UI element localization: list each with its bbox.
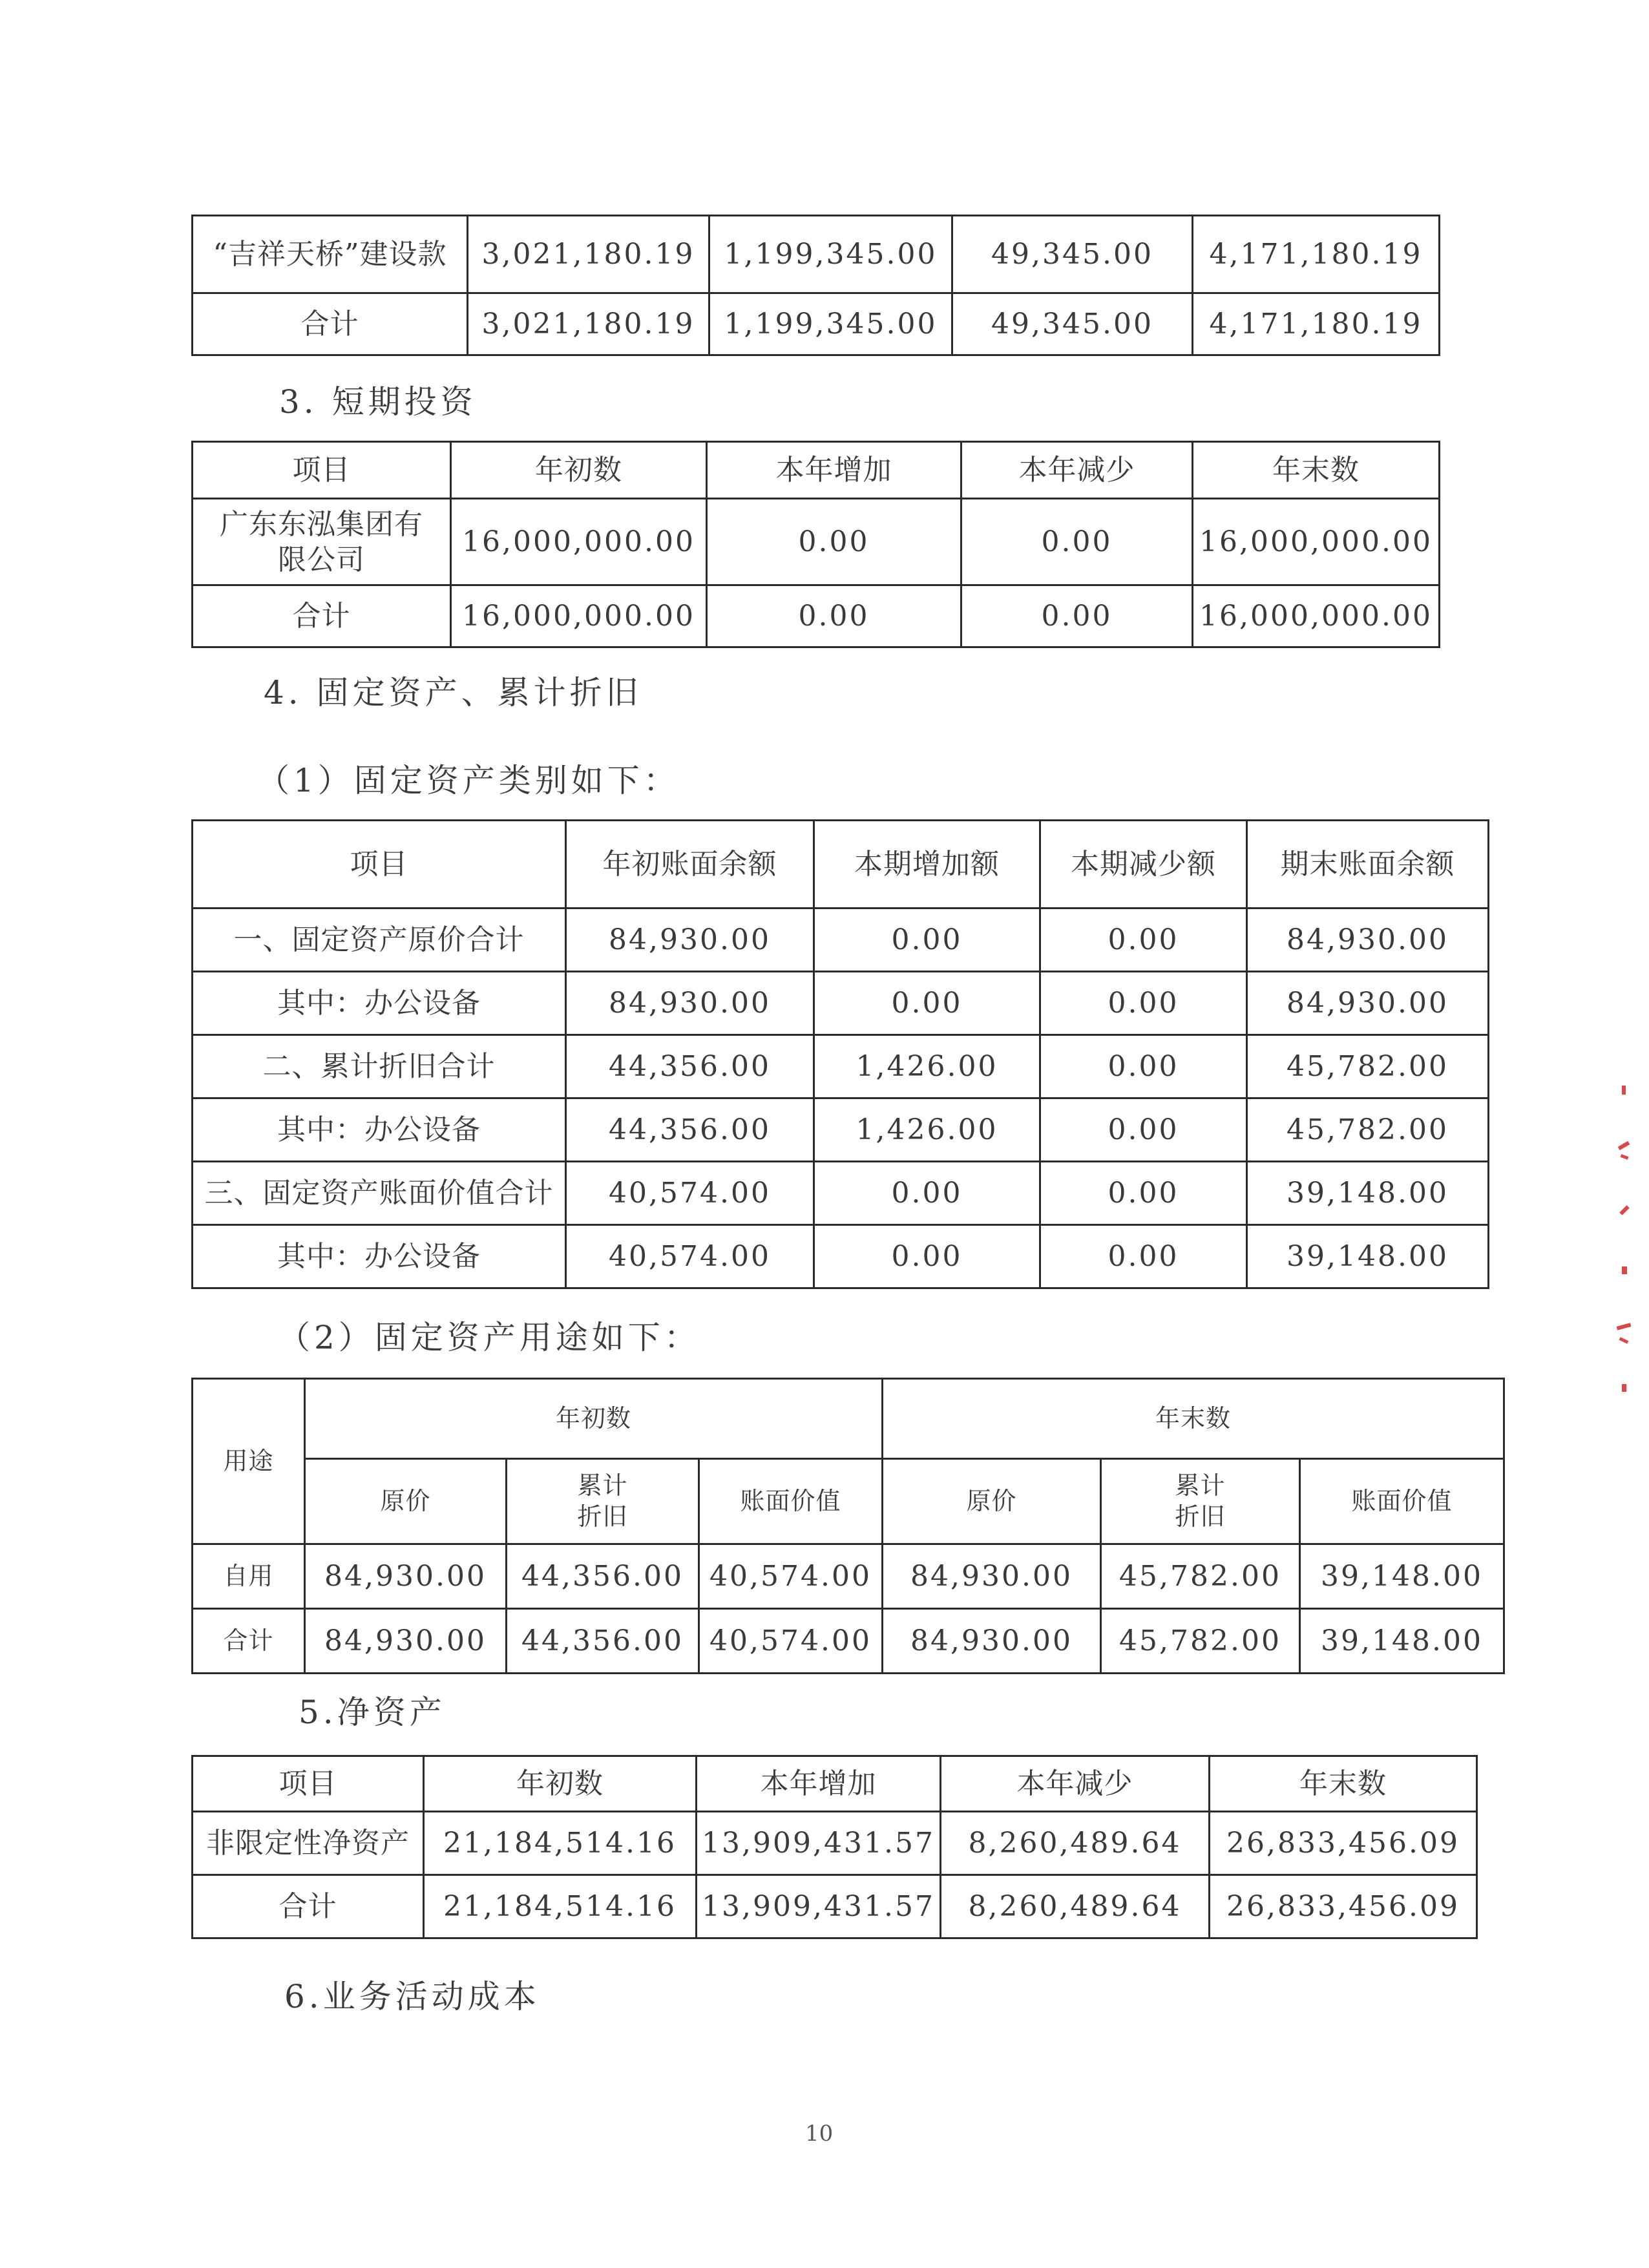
value-cell: 0.00 bbox=[707, 499, 961, 585]
header-cell bbox=[507, 1459, 699, 1544]
header-cell: 本年增加 bbox=[707, 442, 961, 499]
header-line: 累计 bbox=[1175, 1471, 1226, 1500]
value-cell: 16,000,000.00 bbox=[451, 499, 707, 585]
value-cell: 45,782.00 bbox=[1247, 1098, 1489, 1162]
value-cell: 40,574.00 bbox=[566, 1162, 814, 1225]
header-cell: 期末账面余额 bbox=[1247, 821, 1489, 908]
header-line: 累计 bbox=[577, 1471, 628, 1500]
stamp-mark bbox=[1622, 1266, 1627, 1274]
stamp-mark bbox=[1622, 1384, 1626, 1392]
value-cell: 26,833,456.09 bbox=[1210, 1812, 1477, 1875]
header-cell: 项目 bbox=[193, 1756, 424, 1812]
section-heading-net-assets: 5.净资产 bbox=[299, 1694, 446, 1731]
value-cell: 84,930.00 bbox=[566, 972, 814, 1035]
value-cell: 84,930.00 bbox=[883, 1609, 1101, 1674]
value-cell: 26,833,456.09 bbox=[1210, 1875, 1477, 1938]
value-cell: 16,000,000.00 bbox=[451, 585, 707, 647]
item-cell: 其中：办公设备 bbox=[193, 972, 566, 1035]
value-cell: 21,184,514.16 bbox=[424, 1875, 697, 1938]
header-line: 折旧 bbox=[577, 1502, 628, 1531]
value-cell: 84,930.00 bbox=[1247, 908, 1489, 972]
table-row bbox=[193, 1812, 1477, 1875]
header-line: 折旧 bbox=[1175, 1502, 1226, 1531]
stamp-mark bbox=[1618, 1141, 1630, 1150]
header-cell: 年末数 bbox=[1210, 1756, 1477, 1812]
value-cell: 4,171,180.19 bbox=[1193, 293, 1440, 355]
item-cell: 其中：办公设备 bbox=[193, 1225, 566, 1288]
value-cell: 16,000,000.00 bbox=[1193, 499, 1440, 585]
stamp-mark bbox=[1622, 1086, 1626, 1095]
value-cell: 3,021,180.19 bbox=[468, 216, 709, 293]
value-cell: 39,148.00 bbox=[1300, 1609, 1504, 1674]
value-cell: 8,260,489.64 bbox=[941, 1812, 1210, 1875]
table-row bbox=[193, 972, 1489, 1035]
table-row bbox=[193, 585, 1440, 647]
value-cell: 45,782.00 bbox=[1101, 1609, 1300, 1674]
value-cell: 0.00 bbox=[1040, 1162, 1247, 1225]
item-cell: 自用 bbox=[193, 1544, 305, 1609]
item-cell: 合计 bbox=[193, 585, 451, 647]
table-row bbox=[193, 1544, 1504, 1609]
value-cell: 39,148.00 bbox=[1300, 1544, 1504, 1609]
header-cell: 原价 bbox=[305, 1459, 507, 1544]
item-cell: 合计 bbox=[193, 1875, 424, 1938]
value-cell: 0.00 bbox=[1040, 1035, 1247, 1098]
value-cell: 0.00 bbox=[1040, 972, 1247, 1035]
table-row bbox=[193, 1098, 1489, 1162]
stamp-mark bbox=[1619, 1337, 1629, 1343]
header-cell: 年初账面余额 bbox=[566, 821, 814, 908]
subheading-asset-categories: （1）固定资产类别如下： bbox=[257, 762, 680, 799]
header-cell: 本期增加额 bbox=[814, 821, 1040, 908]
table-row bbox=[193, 1875, 1477, 1938]
value-cell: 49,345.00 bbox=[952, 216, 1193, 293]
table-row bbox=[193, 499, 1440, 585]
value-cell: 16,000,000.00 bbox=[1193, 585, 1440, 647]
subheading-asset-usage: （2）固定资产用途如下： bbox=[278, 1319, 700, 1356]
value-cell: 84,930.00 bbox=[883, 1544, 1101, 1609]
value-cell: 40,574.00 bbox=[699, 1544, 883, 1609]
value-cell: 0.00 bbox=[814, 972, 1040, 1035]
stamp-mark bbox=[1621, 1154, 1629, 1160]
value-cell: 1,426.00 bbox=[814, 1035, 1040, 1098]
table-header-row bbox=[193, 442, 1440, 499]
header-cell: 本年增加 bbox=[697, 1756, 941, 1812]
value-cell: 44,356.00 bbox=[507, 1544, 699, 1609]
item-cell: 合计 bbox=[193, 293, 468, 355]
header-cell: 本年减少 bbox=[941, 1756, 1210, 1812]
header-cell bbox=[1101, 1459, 1300, 1544]
table-row bbox=[193, 216, 1440, 293]
header-cell: 本期减少额 bbox=[1040, 821, 1247, 908]
header-cell: 本年减少 bbox=[961, 442, 1193, 499]
item-cell: 合计 bbox=[193, 1609, 305, 1674]
value-cell: 84,930.00 bbox=[305, 1544, 507, 1609]
item-cell: “吉祥天桥”建设款 bbox=[193, 216, 468, 293]
section-heading-fixed-assets: 4. 固定资产、累计折旧 bbox=[264, 674, 642, 711]
page-number: 10 bbox=[805, 2121, 834, 2147]
value-cell: 84,930.00 bbox=[305, 1609, 507, 1674]
table-header-row bbox=[193, 1379, 1504, 1459]
header-cell: 项目 bbox=[193, 821, 566, 908]
value-cell: 1,199,345.00 bbox=[709, 216, 952, 293]
section-heading-business-cost: 6.业务活动成本 bbox=[284, 1978, 540, 2015]
item-cell: 二、累计折旧合计 bbox=[193, 1035, 566, 1098]
item-cell: 一、固定资产原价合计 bbox=[193, 908, 566, 972]
section-heading-short-term-investment: 3. 短期投资 bbox=[279, 383, 477, 421]
header-cell: 年初数 bbox=[451, 442, 707, 499]
group-header-end: 年末数 bbox=[883, 1379, 1504, 1459]
value-cell: 0.00 bbox=[814, 1162, 1040, 1225]
value-cell: 0.00 bbox=[814, 1225, 1040, 1288]
stamp-fragment bbox=[1615, 1086, 1635, 1409]
value-cell: 45,782.00 bbox=[1101, 1544, 1300, 1609]
table-row bbox=[193, 908, 1489, 972]
donation-table bbox=[191, 215, 1440, 356]
short-term-investment-table bbox=[191, 441, 1440, 648]
table-row bbox=[193, 1225, 1489, 1288]
table-header-row bbox=[193, 1756, 1477, 1812]
item-cell: 三、固定资产账面价值合计 bbox=[193, 1162, 566, 1225]
value-cell: 4,171,180.19 bbox=[1193, 216, 1440, 293]
value-cell: 0.00 bbox=[1040, 1225, 1247, 1288]
item-cell: 广东东泓集团有限公司 bbox=[193, 499, 451, 585]
header-cell: 账面价值 bbox=[1300, 1459, 1504, 1544]
item-cell: 非限定性净资产 bbox=[193, 1812, 424, 1875]
item-cell: 其中：办公设备 bbox=[193, 1098, 566, 1162]
net-assets-table bbox=[191, 1755, 1478, 1939]
table-row bbox=[193, 1162, 1489, 1225]
value-cell: 8,260,489.64 bbox=[941, 1875, 1210, 1938]
value-cell: 44,356.00 bbox=[507, 1609, 699, 1674]
value-cell: 44,356.00 bbox=[566, 1098, 814, 1162]
value-cell: 21,184,514.16 bbox=[424, 1812, 697, 1875]
table-header-row bbox=[193, 821, 1489, 908]
value-cell: 39,148.00 bbox=[1247, 1162, 1489, 1225]
value-cell: 13,909,431.57 bbox=[697, 1812, 941, 1875]
fixed-asset-category-table bbox=[191, 819, 1489, 1289]
value-cell: 0.00 bbox=[1040, 908, 1247, 972]
value-cell: 1,426.00 bbox=[814, 1098, 1040, 1162]
table-header-row bbox=[193, 1459, 1504, 1544]
header-cell: 账面价值 bbox=[699, 1459, 883, 1544]
table-row bbox=[193, 1609, 1504, 1674]
header-cell: 项目 bbox=[193, 442, 451, 499]
value-cell: 0.00 bbox=[1040, 1098, 1247, 1162]
value-cell: 45,782.00 bbox=[1247, 1035, 1489, 1098]
header-cell: 年初数 bbox=[424, 1756, 697, 1812]
value-cell: 0.00 bbox=[961, 585, 1193, 647]
fixed-asset-usage-table bbox=[191, 1378, 1505, 1674]
value-cell: 0.00 bbox=[961, 499, 1193, 585]
table-row bbox=[193, 293, 1440, 355]
header-cell: 原价 bbox=[883, 1459, 1101, 1544]
value-cell: 84,930.00 bbox=[1247, 972, 1489, 1035]
stamp-mark bbox=[1617, 1323, 1632, 1330]
value-cell: 13,909,431.57 bbox=[697, 1875, 941, 1938]
value-cell: 3,021,180.19 bbox=[468, 293, 709, 355]
table-row bbox=[193, 1035, 1489, 1098]
value-cell: 1,199,345.00 bbox=[709, 293, 952, 355]
value-cell: 0.00 bbox=[707, 585, 961, 647]
header-cell: 年末数 bbox=[1193, 442, 1440, 499]
value-cell: 40,574.00 bbox=[566, 1225, 814, 1288]
value-cell: 84,930.00 bbox=[566, 908, 814, 972]
value-cell: 0.00 bbox=[814, 908, 1040, 972]
value-cell: 49,345.00 bbox=[952, 293, 1193, 355]
value-cell: 39,148.00 bbox=[1247, 1225, 1489, 1288]
stamp-mark bbox=[1619, 1205, 1630, 1215]
value-cell: 40,574.00 bbox=[699, 1609, 883, 1674]
value-cell: 44,356.00 bbox=[566, 1035, 814, 1098]
group-header-begin: 年初数 bbox=[305, 1379, 883, 1459]
usage-header-cell: 用途 bbox=[193, 1379, 305, 1544]
